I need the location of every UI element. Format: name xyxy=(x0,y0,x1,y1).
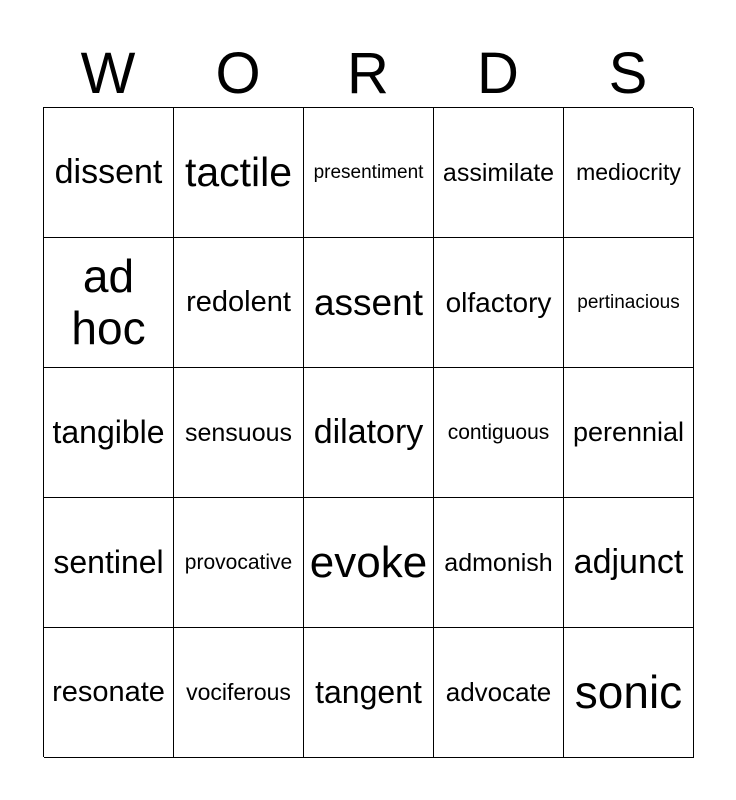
cell-word: resonate xyxy=(52,676,165,709)
cell-word: sonic xyxy=(574,665,683,718)
cell-word: tactile xyxy=(184,148,293,195)
bingo-cell[interactable] xyxy=(174,238,304,368)
bingo-cell[interactable] xyxy=(564,498,694,628)
bingo-cell[interactable] xyxy=(304,238,434,368)
bingo-cell[interactable] xyxy=(174,628,304,758)
cell-word: contiguous xyxy=(447,420,550,444)
bingo-cell[interactable] xyxy=(304,628,434,758)
bingo-cell[interactable] xyxy=(434,368,564,498)
cell-word: sentinel xyxy=(53,543,164,580)
cell-word: perennial xyxy=(572,417,685,448)
cell-word: sensuous xyxy=(184,418,293,447)
cell-word: olfactory xyxy=(445,286,552,318)
bingo-cell[interactable] xyxy=(434,238,564,368)
cell-word: advocate xyxy=(445,676,552,707)
bingo-cell[interactable] xyxy=(174,368,304,498)
cell-word: tangible xyxy=(52,413,165,450)
cell-word: assent xyxy=(313,281,423,323)
bingo-cell[interactable] xyxy=(304,368,434,498)
cell-word: assimilate xyxy=(442,158,555,187)
bingo-cell[interactable] xyxy=(564,238,694,368)
cell-word: redolent xyxy=(186,286,291,319)
cell-word: pertinacious xyxy=(577,291,680,313)
bingo-cell[interactable] xyxy=(304,108,434,238)
header-letter-s: S xyxy=(608,41,648,106)
bingo-cell[interactable] xyxy=(44,498,174,628)
bingo-cell[interactable] xyxy=(564,628,694,758)
bingo-cell[interactable] xyxy=(174,498,304,628)
cell-word: adjunct xyxy=(573,543,684,582)
bingo-cell[interactable] xyxy=(304,498,434,628)
bingo-cell[interactable] xyxy=(44,368,174,498)
bingo-cell[interactable] xyxy=(564,368,694,498)
bingo-cell[interactable] xyxy=(44,628,174,758)
bingo-cell[interactable] xyxy=(174,108,304,238)
bingo-header xyxy=(43,40,693,108)
bingo-board xyxy=(43,107,693,757)
bingo-cell[interactable] xyxy=(44,108,174,238)
cell-word: ad hoc xyxy=(71,249,146,354)
cell-word: dilatory xyxy=(313,413,424,452)
cell-word: evoke xyxy=(309,537,428,587)
cell-word: admonish xyxy=(444,548,553,577)
cell-word: provocative xyxy=(184,550,293,574)
bingo-cell[interactable] xyxy=(434,628,564,758)
header-letter-w: W xyxy=(80,41,136,106)
cell-word: tangent xyxy=(315,673,422,710)
bingo-cell[interactable] xyxy=(434,498,564,628)
cell-word: presentiment xyxy=(313,161,424,183)
cell-word: dissent xyxy=(54,153,163,192)
header-letter-d: D xyxy=(477,41,519,106)
bingo-cell[interactable] xyxy=(434,108,564,238)
bingo-cell[interactable] xyxy=(44,238,174,368)
bingo-cell[interactable] xyxy=(564,108,694,238)
header-letter-o: O xyxy=(215,41,261,106)
header-letter-r: R xyxy=(347,41,389,106)
cell-word: vociferous xyxy=(186,678,291,705)
cell-word: mediocrity xyxy=(576,158,681,185)
